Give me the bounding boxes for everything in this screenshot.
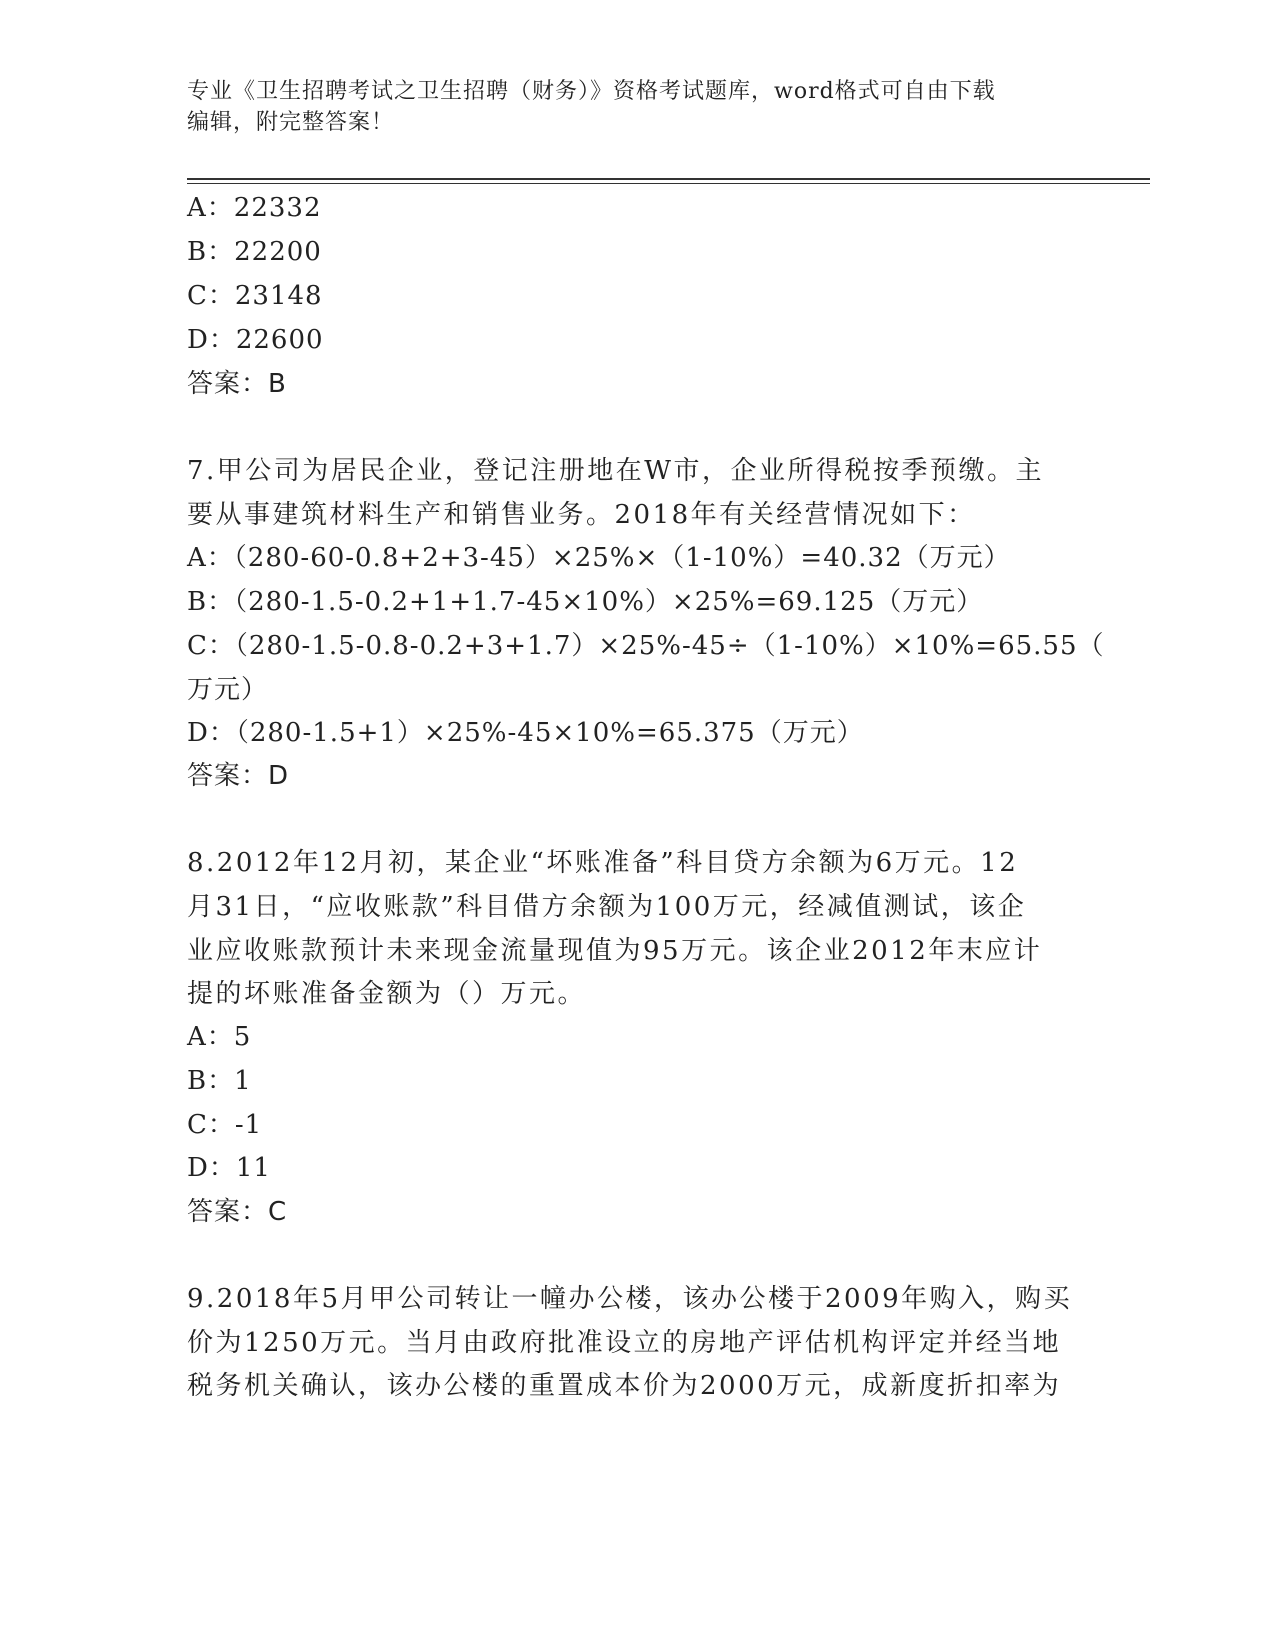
q7-option-a: A：（280-60-0.8+2+3-45）×25%×（1-10%）=40.32（万元） [187,543,1011,573]
q7-option-d: D：（280-1.5+1）×25%-45×10%=65.375（万元） [187,718,864,748]
header-line-2: 编辑，附完整答案！ [187,110,395,135]
q6-option-b: B：22200 [187,237,322,267]
document-header [187,76,1067,138]
q8-option-b: B：1 [187,1066,252,1096]
q8-stem-line-1: 8.2012年12月初，某企业“坏账准备”科目贷方余额为6万元。12 [187,848,1019,878]
q6-answer: 答案：B [187,369,287,399]
q9-stem-line-3: 税务机关确认，该办公楼的重置成本价为2000万元，成新度折扣率为 [187,1371,1062,1401]
q8-stem-line-3: 业应收账款预计未来现金流量现值为95万元。该企业2012年末应计 [187,936,1043,966]
q8-option-c: C：-1 [187,1110,263,1140]
q7-option-b: B：（280-1.5-0.2+1+1.7-45×10%）×25%=69.125（万元） [187,587,984,617]
q9-stem-line-2: 价为1250万元。当月由政府批准设立的房地产评估机构评定并经当地 [187,1328,1062,1358]
q8-stem-line-4: 提的坏账准备金额为（）万元。 [187,979,587,1009]
q6-option-c: C：23148 [187,281,323,311]
q7-answer: 答案：D [187,761,290,791]
q7-stem-line-1: 7.甲公司为居民企业，登记注册地在W市，企业所得税按季预缴。主 [187,456,1045,486]
q8-stem-line-2: 月31日，“应收账款”科目借方余额为100万元，经减值测试，该企 [187,892,1027,922]
q6-option-d: D：22600 [187,325,324,355]
header-divider-thin [187,183,1150,184]
q8-answer: 答案：C [187,1197,288,1227]
q7-option-c-continued: 万元） [187,675,269,705]
q8-option-a: A：5 [187,1022,252,1052]
q8-option-d: D：11 [187,1153,271,1183]
header-line-1: 专业《卫生招聘考试之卫生招聘（财务）》资格考试题库，word格式可自由下载 [187,79,996,104]
header-divider-thick [187,178,1150,180]
q6-option-a: A：22332 [187,193,322,223]
q7-option-c: C：（280-1.5-0.8-0.2+3+1.7）×25%-45÷（1-10%）×10%=65.55（ [187,631,1105,661]
q7-stem-line-2: 要从事建筑材料生产和销售业务。2018年有关经营情况如下： [187,500,976,530]
q9-stem-line-1: 9.2018年5月甲公司转让一幢办公楼，该办公楼于2009年购入，购买 [187,1284,1073,1314]
